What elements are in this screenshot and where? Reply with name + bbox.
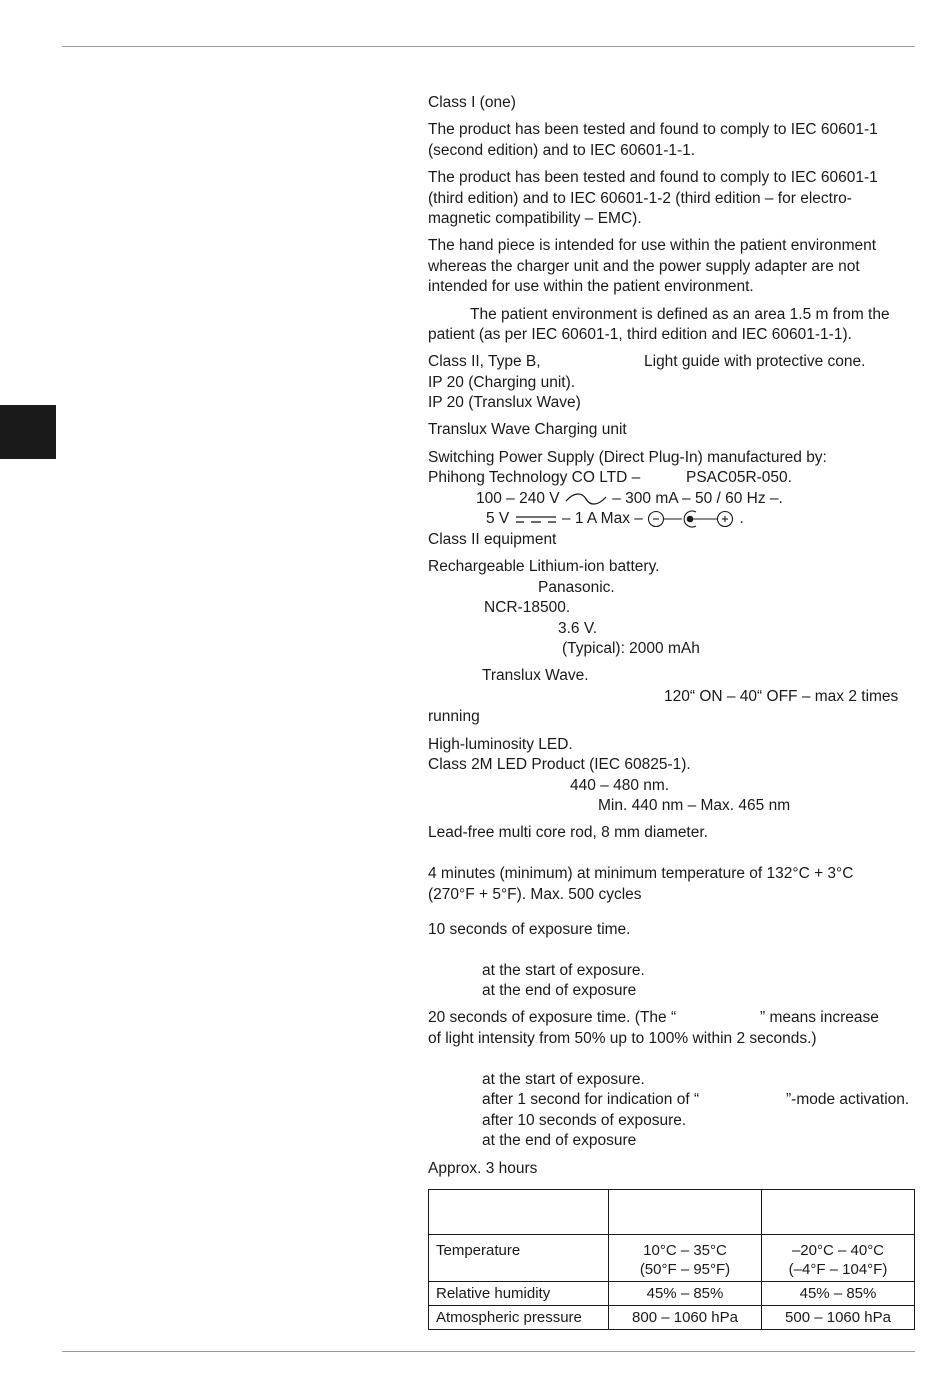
output-period: . — [739, 510, 744, 528]
mode-1-signal-end: at the end of exposure — [482, 982, 637, 999]
compliance-line-4: (third edition) and to IEC 60601-1-2 (third edition – for electro- — [428, 190, 852, 207]
mode-2-signal-10s: after 10 seconds of exposure. — [482, 1112, 687, 1129]
wavelength-range: 440 – 480 nm. — [570, 777, 670, 794]
charging-unit-name: Translux Wave Charging unit — [428, 421, 627, 438]
mode-2-signal-activation-a: after 1 second for indication of “ — [482, 1091, 700, 1108]
cell-line: (–4°F – 104°F) — [788, 1261, 888, 1278]
battery-capacity: (Typical): 2000 mAh — [562, 640, 700, 657]
cell-line: (50°F – 95°F) — [639, 1261, 731, 1278]
power-supply-model: PSAC05R-050. — [686, 469, 792, 486]
patient-env-line-2: patient (as per IEC 60601-1, third edition and IEC 60601-1-1). — [428, 326, 852, 343]
class-type-line: Class II, Type B, — [428, 353, 541, 370]
mode-2-signal-activation-b: ”-mode activation. — [786, 1091, 910, 1108]
output-rating-line — [486, 509, 744, 530]
row-label-humidity: Relative humidity — [429, 1282, 609, 1306]
patient-env-line-1: The patient environment is defined as an area 1.5 m from the — [470, 306, 890, 323]
duty-cycle: 120“ ON – 40“ OFF – max 2 times — [664, 688, 899, 705]
cell-line: 10°C – 35°C — [643, 1242, 727, 1259]
operating-temperature — [609, 1235, 762, 1282]
compliance-line-1: The product has been tested and found to comply to IEC 60601-1 — [428, 121, 878, 138]
environment-conditions-table — [428, 1189, 915, 1330]
applied-part-line: Light guide with protective cone. — [644, 353, 866, 370]
footer-rule — [62, 1351, 915, 1352]
row-label-pressure: Atmospheric pressure — [429, 1306, 609, 1330]
battery-voltage: 3.6 V. — [558, 620, 598, 637]
table-header-cell — [762, 1190, 915, 1235]
environment-line-3: intended for use within the patient environment. — [428, 278, 754, 295]
power-supply-line: Switching Power Supply (Direct Plug-In) manufactured by: — [428, 449, 827, 466]
battery-model: NCR-18500. — [484, 599, 571, 616]
table-row — [429, 1306, 915, 1330]
row-label-temperature: Temperature — [429, 1235, 609, 1282]
charging-time: Approx. 3 hours — [428, 1160, 538, 1177]
input-rating-line — [476, 489, 783, 510]
storage-temperature — [762, 1235, 915, 1282]
output-voltage: 5 V — [486, 510, 510, 528]
center-positive-polarity-icon — [647, 509, 735, 529]
table-row — [429, 1235, 915, 1282]
duty-cycle-running: running — [428, 708, 480, 725]
compliance-line-2: (second edition) and to IEC 60601-1-1. — [428, 142, 696, 159]
ip-translux-wave: IP 20 (Translux Wave) — [428, 394, 581, 411]
input-current-frequency: – 300 mA – 50 / 60 Hz –. — [612, 490, 783, 507]
mode-2-exposure-b: ” means increase — [760, 1009, 879, 1026]
table-header-row — [429, 1190, 915, 1235]
table-row — [429, 1282, 915, 1306]
operating-pressure: 800 – 1060 hPa — [609, 1306, 762, 1330]
ac-wave-icon — [564, 492, 608, 506]
light-guide: Lead-free multi core rod, 8 mm diameter. — [428, 824, 708, 841]
storage-humidity: 45% – 85% — [762, 1282, 915, 1306]
sterilization-line-1: 4 minutes (minimum) at minimum temperature of 132°C + 3°C — [428, 865, 854, 882]
table-header-cell — [429, 1190, 609, 1235]
table-header-cell — [609, 1190, 762, 1235]
peak-wavelength: Min. 440 nm – Max. 465 nm — [598, 797, 791, 814]
input-voltage: 100 – 240 V — [476, 490, 560, 507]
sterilization-line-2: (270°F + 5°F). Max. 500 cycles — [428, 886, 642, 903]
mode-2-signal-start: at the start of exposure. — [482, 1071, 645, 1088]
mode-1-signal-start: at the start of exposure. — [482, 962, 645, 979]
led-class: Class 2M LED Product (IEC 60825-1). — [428, 756, 691, 773]
compliance-line-5: magnetic compatibility – EMC). — [428, 210, 642, 227]
mode-2-exposure-a: 20 seconds of exposure time. (The “ — [428, 1009, 677, 1026]
cell-line: –20°C – 40°C — [791, 1242, 885, 1259]
operating-humidity: 45% – 85% — [609, 1282, 762, 1306]
device-name: Translux Wave. — [482, 667, 589, 684]
protection-class: Class I (one) — [428, 94, 516, 111]
output-current: – 1 A Max – — [561, 510, 643, 528]
ip-charging-unit: IP 20 (Charging unit). — [428, 374, 576, 391]
equipment-class: Class II equipment — [428, 531, 557, 548]
environment-line-1: The hand piece is intended for use within the patient environment — [428, 237, 877, 254]
dc-current-icon — [514, 512, 558, 526]
manufacturer-line: Phihong Technology CO LTD – — [428, 469, 641, 486]
battery-manufacturer: Panasonic. — [538, 579, 615, 596]
battery-type: Rechargeable Lithium-ion battery. — [428, 558, 660, 575]
light-source: High-luminosity LED. — [428, 736, 573, 753]
header-rule — [62, 46, 915, 47]
mode-1-exposure: 10 seconds of exposure time. — [428, 921, 631, 938]
mode-2-signal-end: at the end of exposure — [482, 1132, 637, 1149]
chapter-tab-marker — [0, 405, 56, 459]
mode-2-description: of light intensity from 50% up to 100% within 2 seconds.) — [428, 1030, 817, 1047]
compliance-line-3: The product has been tested and found to comply to IEC 60601-1 — [428, 169, 878, 186]
environment-line-2: whereas the charger unit and the power supply adapter are not — [428, 258, 860, 275]
storage-pressure: 500 – 1060 hPa — [762, 1306, 915, 1330]
